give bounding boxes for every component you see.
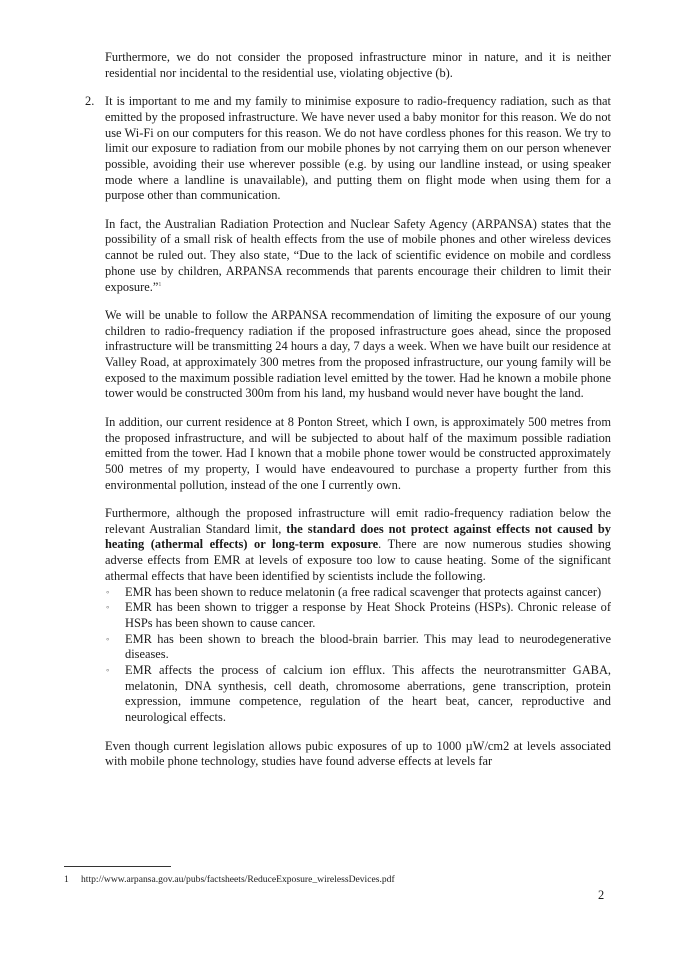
list-item-text: EMR has been shown to reduce melatonin (a free radical scavenger that protects against cancer) xyxy=(125,584,602,599)
footnote xyxy=(64,874,395,885)
bullet-icon: ◦ xyxy=(106,603,110,614)
list-item-text: EMR has been shown to breach the blood-brain barrier. This may lead to neurodegenerative diseases. xyxy=(125,631,611,662)
paragraph-legislation: Even though current legislation allows pubic exposures of up to 1000 µW/cm2 at levels associated with mobile phone technology, studies have found adverse effects at levels far xyxy=(105,738,611,769)
list-item xyxy=(106,631,611,663)
paragraph-australian-standard xyxy=(105,506,611,585)
body-text xyxy=(85,50,612,783)
paragraph-standard-rest: . There are now numerous studies showing adverse effects from EMR at levels of exposure too low to cause heating. Some of the significant athermal effects that have been identified by scientists include the following. xyxy=(105,537,612,583)
item-number: 2. xyxy=(85,94,95,109)
numbered-item-2 xyxy=(85,94,611,204)
paragraph-arpansa-text: In fact, the Australian Radiation Protection and Nuclear Safety Agency (ARPANSA) states that the possibility of a small risk of health effects from the use of mobile phones and other wireless devices cannot be ruled out. They also state, “Due to the lack of scientific evidence on mobile and cordless phone use by children, ARPANSA recommends that parents encourage their children to limit their exposure.” xyxy=(105,216,611,294)
paragraph-standard-bold: the standard does not protect against effects not caused by heating (athermal effects) or long-term exposure xyxy=(105,521,611,552)
bullet-icon: ◦ xyxy=(106,587,110,598)
footnote-divider xyxy=(64,866,171,867)
list-item xyxy=(106,663,611,726)
paragraph-standard-intro: Furthermore, although the proposed infrastructure will emit radio-frequency radiation below the relevant Australian Standard limit, xyxy=(105,506,611,536)
list-item xyxy=(106,600,611,631)
paragraph-objective-b: Furthermore, we do not consider the proposed infrastructure minor in nature, and it is neither residential nor incidental to the residential use, violating objective (b). xyxy=(105,50,611,80)
footnote-number: 1 xyxy=(64,874,69,885)
bullet-icon: ◦ xyxy=(106,634,110,645)
page-number: 2 xyxy=(598,888,605,902)
list-item-text: EMR has been shown to trigger a response by Heat Shock Proteins (HSPs). Chronic release of HSPs has been shown to cause cancer. xyxy=(125,600,611,630)
paragraph-ponton-street: In addition, our current residence at 8 Ponton Street, which I own, is approximately 500 metres from the proposed infrastructure, and will be subjected to about half of the maximum possible radiation emitted from the tower. Had I known that a mobile phone tower would be constructed approximately 500 metres of my property, I would have endeavoured to purchase a property further from this environmental pollution, instead of the one I currently own. xyxy=(105,414,611,492)
paragraph-valley-road: We will be unable to follow the ARPANSA recommendation of limiting the exposure of our young children to radio-frequency radiation if the proposed infrastructure goes ahead, since the proposed infrastructure will be transmitting 24 hours a day, 7 days a week. When we have built our residence at Valley Road, at approximately 300 metres from the proposed infrastructure, our young family will be exposed to the maximum possible radiation level emitted by the tower. Had he known a mobile phone tower would be constructed 300m from his land, my husband would never have bought the land. xyxy=(105,307,611,401)
footnote-reference[interactable]: 1 xyxy=(158,281,162,288)
list-item xyxy=(106,584,611,601)
list-item-text: EMR affects the process of calcium ion efflux. This affects the neurotransmitter GABA, melatonin, DNA synthesis, cell death, chromosome aberrations, gene transcription, protein expression, immune competence, regulation of the heart beat, cancer, reproductive and neurological effects. xyxy=(125,663,611,725)
paragraph-minimise-exposure: It is important to me and my family to minimise exposure to radio-frequency radiation, such as that emitted by the proposed infrastructure. We have never used a baby monitor for this reason. We do not use Wi-Fi on our computers for this reason. We do not have cordless phones for this reason. We try to limit our exposure to radiation from our mobile phones by not carrying them on our person whenever possible, avoiding their use wherever possible (e.g. by using our landline instead, or using speaker mode where a landline is unavailable), and putting them on flight mode when using them for a purpose other than communication. xyxy=(105,94,611,203)
paragraph-arpansa xyxy=(105,217,611,296)
bullet-icon: ◦ xyxy=(106,666,110,677)
athermal-effects-list xyxy=(105,585,611,726)
footnote-link[interactable]: http://www.arpansa.gov.au/pubs/factsheets/ReduceExposure_wirelessDevices.pdf xyxy=(81,874,395,885)
